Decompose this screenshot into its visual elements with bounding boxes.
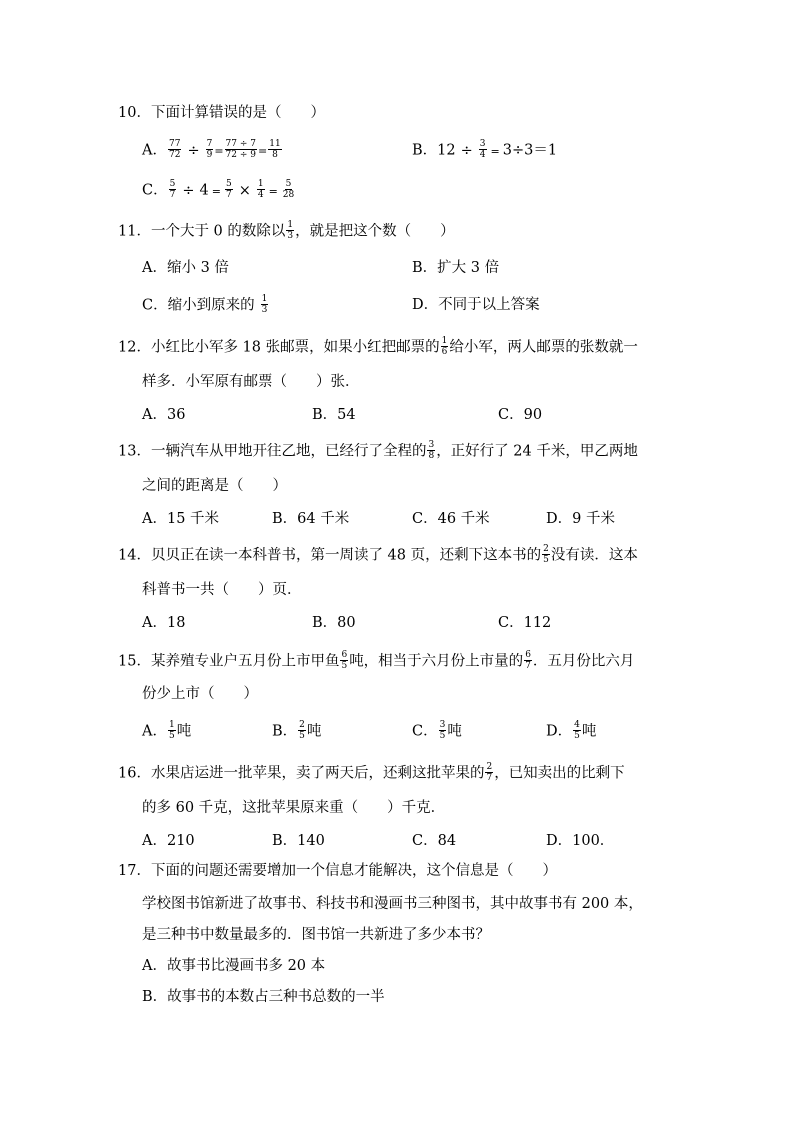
option-label: A．	[142, 142, 167, 159]
fraction: $\frac{77 \div 7}{72 \div 9}$	[225, 139, 256, 160]
equals: =	[258, 144, 268, 158]
question-15-option-a: A． $\frac{1}{5}$ 吨	[142, 720, 192, 741]
question-13-option-a: A．15 千米	[142, 511, 220, 527]
question-16-option-d: D．100．	[546, 833, 615, 849]
question-16-option-b: B．140	[272, 833, 325, 849]
question-14-option-a: A．18	[142, 615, 186, 631]
equals: =	[268, 184, 278, 198]
question-16-option-a: A．210	[142, 833, 195, 849]
question-17-context-line-1: 学校图书馆新进了故事书、科技书和漫画书三种图书，其中故事书有 200 本，	[142, 896, 643, 912]
option-label: B．12	[412, 142, 456, 159]
question-14-option-c: C．112	[498, 615, 552, 631]
operator: ÷	[460, 142, 473, 159]
fraction: $\frac{5}{7}$	[225, 179, 232, 200]
question-10-option-b	[412, 140, 557, 162]
fraction: $\frac{3}{8}$	[428, 440, 435, 461]
expression: 3÷3＝1	[502, 142, 558, 159]
question-17-option-b: B．故事书的本数占三种书总数的一半	[142, 989, 385, 1005]
fraction: $\frac{1}{6}$	[441, 336, 448, 357]
operator: ×	[238, 182, 251, 199]
question-11-option-c: C．缩小到原来的 $\frac{1}{3}$	[142, 294, 268, 315]
question-13-stem: 13．一辆汽车从甲地开往乙地，已经行了全程的 $\frac{3}{8}$ ，正好行了 24 千米，甲乙两地	[118, 440, 638, 461]
question-12-stem: 12．小红比小军多 18 张邮票，如果小红把邮票的 $\frac{1}{6}$ 给小军，两人邮票的张数就一	[118, 336, 638, 357]
fraction: $\frac{4}{5}$	[574, 720, 580, 741]
question-15-stem-line-2: 份少上市（ ）	[142, 686, 258, 702]
fraction: $\frac{1}{4}$	[257, 179, 264, 200]
question-13-stem-line-2: 之间的距离是（ ）	[142, 478, 287, 494]
fraction: $\frac{2}{5}$	[543, 544, 549, 565]
fraction: $\frac{7}{9}$	[206, 139, 213, 160]
question-13-option-d: D．9 千米	[546, 511, 615, 527]
question-14-option-b: B．80	[312, 615, 356, 631]
question-16-option-c: C．84	[412, 833, 457, 849]
fraction: $\frac{5}{28}$	[282, 179, 295, 200]
fraction: $\frac{3}{5}$	[439, 720, 446, 741]
fraction: $\frac{6}{5}$	[341, 650, 348, 671]
fraction: $\frac{2}{7}$	[486, 762, 493, 783]
question-17-stem: 17．下面的问题还需要增加一个信息才能解决，这个信息是（ ）	[118, 863, 557, 879]
question-15-option-c: C． $\frac{3}{5}$ 吨	[412, 720, 462, 741]
question-11-option-b: B．扩大 3 倍	[412, 260, 500, 276]
fraction: $\frac{1}{3}$	[287, 220, 294, 241]
question-13-option-b: B．64 千米	[272, 511, 350, 527]
equals: =	[214, 144, 224, 158]
question-17-option-a: A．故事书比漫画书多 20 本	[142, 958, 326, 974]
operator: ÷	[187, 142, 200, 159]
question-11-option-a: A．缩小 3 倍	[142, 260, 229, 276]
question-15-option-d: D． $\frac{4}{5}$ 吨	[546, 720, 597, 741]
question-14-stem: 14．贝贝正在读一本科普书，第一周读了 48 页，还剩下这本书的 $\frac{2}{5}$ 没有读．这本	[118, 544, 638, 565]
question-11-option-d: D．不同于以上答案	[412, 297, 540, 313]
question-12-option-c: C．90	[498, 407, 543, 423]
fraction: $\frac{1}{5}$	[168, 720, 175, 741]
fraction: $\frac{3}{4}$	[479, 139, 486, 160]
question-10-stem: 10．下面计算错误的是（ ）	[118, 105, 325, 121]
question-10-option-c	[142, 180, 296, 202]
operator: ÷	[182, 182, 195, 199]
equals: =	[211, 184, 221, 198]
equals: =	[490, 144, 500, 158]
fraction: $\frac{11}{8}$	[269, 139, 281, 160]
question-16-stem: 16．水果店运进一批苹果，卖了两天后，还剩这批苹果的 $\frac{2}{7}$ ，已知卖出的比剩下	[118, 762, 625, 783]
fraction: $\frac{77}{72}$	[168, 139, 181, 160]
fraction: $\frac{6}{7}$	[525, 650, 531, 671]
fraction: $\frac{1}{3}$	[261, 294, 268, 315]
fraction: $\frac{5}{7}$	[169, 179, 176, 200]
question-12-stem-line-2: 样多．小军原有邮票（ ）张．	[142, 374, 360, 390]
question-16-stem-line-2: 的多 60 千克，这批苹果原来重（ ）千克．	[142, 800, 446, 816]
question-11-stem: 11．一个大于 0 的数除以 $\frac{1}{3}$ ，就是把这个数（ ）	[118, 220, 455, 241]
fraction: $\frac{2}{5}$	[299, 720, 305, 741]
option-label: C．	[142, 182, 168, 199]
question-15-stem: 15．某养殖专业户五月份上市甲鱼 $\frac{6}{5}$ 吨，相当于六月份上市量的 $\frac{6}{7}$ ．五月份比六月	[118, 650, 635, 671]
question-10-option-a	[142, 140, 283, 162]
question-17-context-line-2: 是三种书中数量最多的．图书馆一共新进了多少本书？	[142, 927, 490, 943]
question-12-option-b: B．54	[312, 407, 356, 423]
question-12-option-a: A．36	[142, 407, 186, 423]
question-13-option-c: C．46 千米	[412, 511, 490, 527]
question-14-stem-line-2: 科普书一共（ ）页．	[142, 582, 302, 598]
question-15-option-b: B． $\frac{2}{5}$ 吨	[272, 720, 322, 741]
number: 4	[199, 182, 209, 199]
